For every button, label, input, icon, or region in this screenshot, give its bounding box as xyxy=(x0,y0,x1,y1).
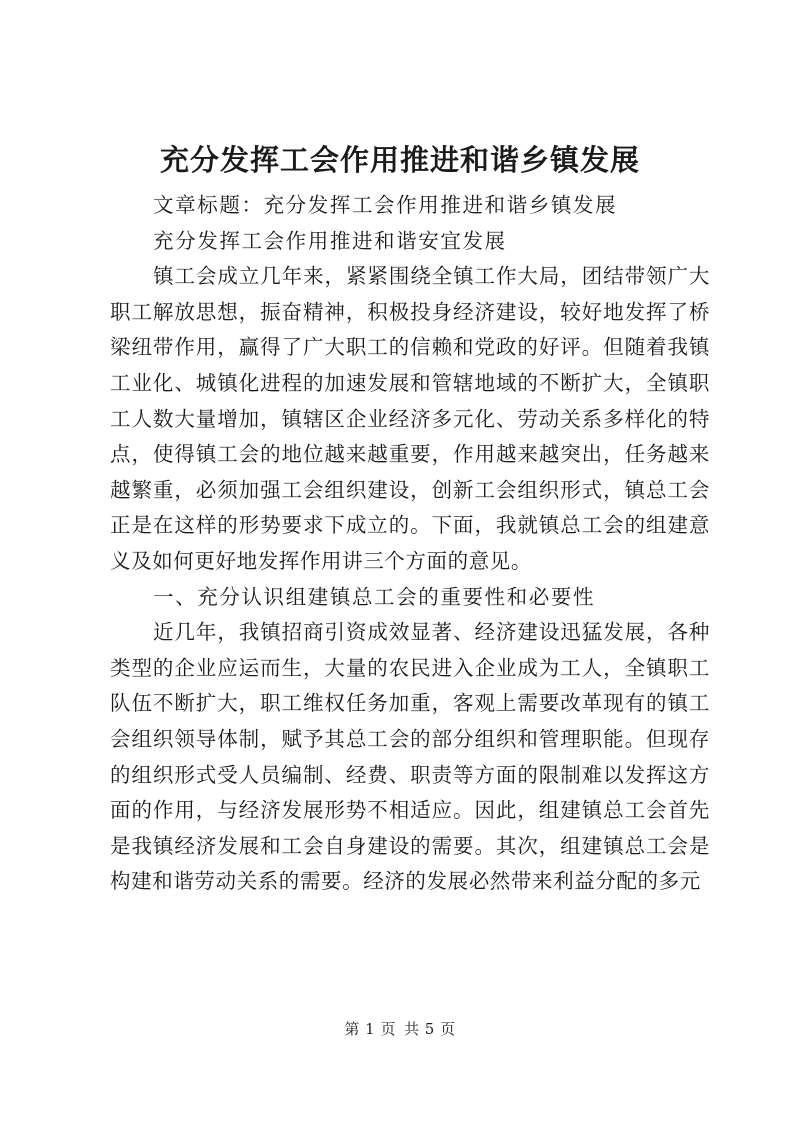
document-body xyxy=(110,188,710,900)
page-total: 共 5 页 xyxy=(404,1020,456,1038)
section-heading: 一、充分认识组建镇总工会的重要性和必要性 xyxy=(153,584,596,609)
page-footer xyxy=(0,1018,800,1039)
body-paragraph: 镇工会成立几年来，紧紧围绕全镇工作大局，团结带领广大职工解放思想，振奋精神，积极投身经济建设，较好地发挥了桥梁纽带作用，赢得了广大职工的信赖和党政的好评。但随着我镇工业化、城镇化进程的加速发展和管辖地域的不断扩大，全镇职工人数大量增加，镇辖区企业经济多元化、劳动关系多样化的特点，使得镇工会的地位越来越重要，作用越来越突出，任务越来越繁重，必须加强工会组织建设，创新工会组织形式，镇总工会正是在这样的形势要求下成立的。下面，我就镇总工会的组建意义及如何更好地发挥作用讲三个方面的意见。 xyxy=(110,264,710,573)
subtitle-line: 充分发挥工会作用推进和谐安宜发展 xyxy=(153,228,507,253)
page-number: 第 1 页 xyxy=(344,1020,396,1038)
document-title: 充分发挥工会作用推进和谐乡镇发展 xyxy=(159,143,640,177)
body-paragraph: 近几年，我镇招商引资成效显著、经济建设迅猛发展，各种类型的企业应运而生，大量的农民进入企业成为工人，全镇职工队伍不断扩大，职工维权任务加重，客观上需要改革现有的镇工会组织领导体制，赋予其总工会的部分组织和管理职能。但现存的组织形式受人员编制、经费、职责等方面的限制难以发挥这方面的作用，与经济发展形势不相适应。因此，组建镇总工会首先是我镇经济发展和工会自身建设的需要。其次，组建镇总工会是构建和谐劳动关系的需要。经济的发展必然带来利益分配的多元 xyxy=(110,620,710,894)
article-title-line: 文章标题：充分发挥工会作用推进和谐乡镇发展 xyxy=(153,193,618,217)
